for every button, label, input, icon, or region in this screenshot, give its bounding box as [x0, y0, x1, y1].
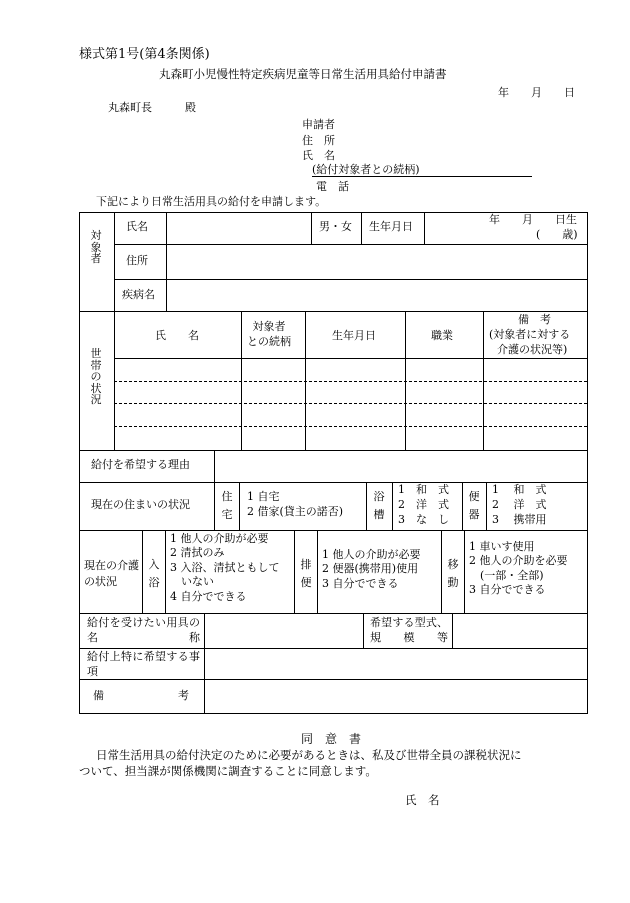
household-header-relation: 対象者 との続柄: [247, 320, 291, 348]
application-date: 年 月 日: [498, 86, 575, 99]
target-name-label: 氏名: [126, 220, 148, 233]
applicant-name-label: 氏 名: [302, 149, 335, 162]
household-header-birthdate: 生年月日: [332, 329, 376, 342]
house-type-options: 1 自宅 2 借家(貸主の諾否): [247, 490, 344, 518]
sex-selector[interactable]: 男・女: [319, 220, 352, 233]
care-status-label: 現在の介護の状況: [84, 559, 139, 588]
household-header-name: 氏 名: [155, 329, 199, 342]
household-header-remarks-note1: (対象者に対する: [489, 328, 571, 341]
household-section-label: 世帯の状況: [90, 347, 102, 407]
bathtub-options: 1 和 式 2 洋 式 3 な し: [398, 483, 449, 526]
form-number: 様式第1号(第4条関係): [79, 47, 210, 62]
mobility-label: 移動: [447, 558, 459, 589]
consent-title: 同 意 書: [301, 732, 362, 746]
remarks-label: 備 考: [93, 689, 189, 702]
age-value: ( 歳): [536, 228, 578, 241]
bathing-options: 1 他人の介助が必要 2 清拭のみ 3 入浴、清拭ともして いない 4 自分でできる: [170, 532, 280, 603]
equipment-name-label: 給付を受けたい用具の名称: [87, 616, 200, 644]
addressee: 丸森町長 殿: [108, 101, 196, 114]
target-section-label: 対象者: [90, 229, 102, 266]
excretion-label: 排便: [300, 558, 312, 589]
excretion-options: 1 他人の介助が必要 2 便器(携帯用)使用 3 自分でできる: [322, 548, 421, 590]
toilet-options: 1 和 式 2 洋 式 3 携帯用: [492, 483, 547, 526]
form-title: 丸森町小児慢性特定疾病児童等日常生活用具給付申請書: [159, 67, 447, 81]
birthdate-label: 生年月日: [369, 220, 413, 233]
disease-name-label: 疾病名: [122, 288, 155, 301]
birthdate-value: 年 月 日生: [489, 213, 577, 226]
bathtub-label: 浴槽: [373, 490, 385, 521]
house-type-label: 住宅: [221, 490, 233, 521]
housing-label: 現在の住まいの状況: [91, 498, 190, 511]
household-header-remarks: 備 考: [518, 313, 551, 326]
equipment-model-label: 希望する型式、規模等: [370, 616, 448, 644]
toilet-label: 便器: [468, 490, 480, 521]
consent-body-line1: 日常生活用具の給付決定のために必要があるときは、私及び世帯全員の課税状況に: [96, 748, 522, 762]
household-header-remarks-note2: 介護の状況等): [497, 343, 568, 356]
bathing-label: 入浴: [148, 558, 160, 589]
special-requests-label: 給付上特に希望する事項: [87, 650, 200, 678]
applicant-relation-label: (給付対象者との続柄): [312, 163, 532, 177]
applicant-phone-label: 電 話: [316, 180, 349, 193]
intro-text: 下記により日常生活用具の給付を申請します。: [96, 195, 327, 208]
consent-body-line2: ついて、担当課が関係機関に調査することに同意します。: [79, 764, 377, 778]
household-header-occupation: 職業: [431, 329, 453, 342]
target-address-label: 住所: [126, 254, 148, 267]
applicant-address-label: 住 所: [302, 134, 335, 147]
consent-name-label: 氏 名: [405, 793, 440, 807]
application-form-table: [79, 212, 588, 714]
reason-label: 給付を希望する理由: [91, 458, 190, 471]
applicant-label: 申請者: [302, 118, 335, 131]
mobility-options: 1 車いす使用 2 他人の介助を必要 (一部・全部) 3 自分でできる: [469, 540, 568, 597]
